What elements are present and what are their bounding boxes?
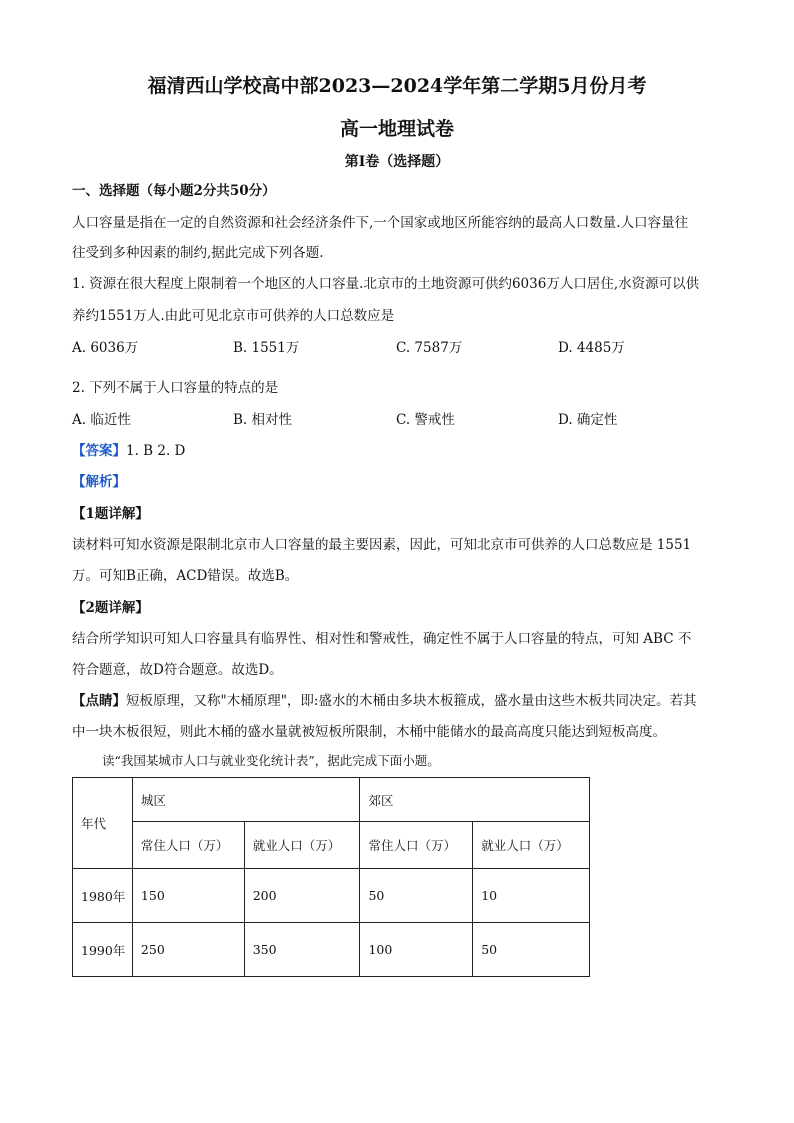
detail-1-line-2: 万。可知B正确，ACD错误。故选B。: [72, 568, 299, 584]
tip-text-1: 短板原理，又称"木桶原理"，即:盛水的木桶由多块木板箍成，盛水量由这些木板共同决定。若其: [126, 693, 697, 709]
section-title: 第Ⅰ卷（选择题）: [344, 154, 450, 170]
intro-line-1: 人口容量是指在一定的自然资源和社会经济条件下,一个国家或地区所能容纳的最高人口数量.人口容量往: [72, 215, 689, 231]
analysis-line: [72, 472, 732, 492]
tip-line-2: 中一块木板很短，则此木桶的盛水量就被短板所限制，木桶中能储水的最高高度只能达到短板高度。: [72, 724, 666, 740]
tip-label: 【点睛】: [72, 693, 126, 709]
header-suburb-resident: 常住人口（万）: [360, 822, 473, 869]
table-row: [73, 869, 590, 923]
cell-value: 100: [360, 923, 473, 977]
exam-title: 福清西山学校高中部2023—2024学年第二学期5月份月考: [147, 75, 647, 97]
part-heading: 一、选择题（每小题2分共50分）: [72, 183, 276, 199]
detail-1-label: 【1题详解】: [72, 506, 149, 522]
table-group-header-row: [73, 778, 590, 822]
tip-line-1: [72, 691, 732, 711]
header-urban: 城区: [132, 778, 360, 822]
question-1-line-1: 1. 资源在很大程度上限制着一个地区的人口容量.北京市的土地资源可供约6036万人口居住,水资源可以供: [72, 276, 700, 292]
cell-value: 250: [132, 923, 244, 977]
question-2-stem: 2. 下列不属于人口容量的特点的是: [72, 380, 279, 396]
detail-2-line-2: 符合题意，故D符合题意。故选D。: [72, 662, 283, 678]
q1-option-b: B. 1551万: [233, 340, 300, 356]
analysis-label: 【解析】: [72, 474, 126, 490]
header-urban-employed: 就业人口（万）: [244, 822, 360, 869]
q2-option-b: B. 相对性: [233, 412, 293, 428]
table-sub-header-row: [73, 822, 590, 869]
header-suburb-employed: 就业人口（万）: [473, 822, 590, 869]
row-year: 1980年: [73, 869, 133, 923]
population-employment-table: [72, 777, 590, 977]
q1-option-a: A. 6036万: [72, 340, 139, 356]
table-row: [73, 923, 590, 977]
q1-option-d: D. 4485万: [558, 340, 625, 356]
q2-option-a: A. 临近性: [72, 412, 131, 428]
header-year: 年代: [73, 778, 133, 869]
cell-value: 200: [244, 869, 360, 923]
cell-value: 350: [244, 923, 360, 977]
intro-line-2: 往受到多种因素的制约,据此完成下列各题.: [72, 245, 324, 261]
detail-2-label: 【2题详解】: [72, 600, 149, 616]
question-1-line-2: 养约1551万人.由此可见北京市可供养的人口总数应是: [72, 308, 395, 324]
answer-label: 【答案】: [72, 443, 126, 459]
cell-value: 10: [473, 869, 590, 923]
table-caption: 读“我国某城市人口与就业变化统计表”，据此完成下面小题。: [102, 753, 440, 768]
header-suburb: 郊区: [360, 778, 590, 822]
cell-value: 150: [132, 869, 244, 923]
answer-text: 1. B 2. D: [126, 443, 186, 459]
answer-line: [72, 441, 732, 461]
q2-option-d: D. 确定性: [558, 412, 618, 428]
detail-1-line-1: 读材料可知水资源是限制北京市人口容量的最主要因素，因此，可知北京市可供养的人口总数应是 1551: [72, 537, 692, 553]
cell-value: 50: [360, 869, 473, 923]
row-year: 1990年: [73, 923, 133, 977]
q1-option-c: C. 7587万: [396, 340, 463, 356]
detail-2-line-1: 结合所学知识可知人口容量具有临界性、相对性和警戒性，确定性不属于人口容量的特点，可知 ABC 不: [72, 631, 692, 647]
exam-subtitle: 高一地理试卷: [339, 118, 454, 140]
q2-option-c: C. 警戒性: [396, 412, 455, 428]
cell-value: 50: [473, 923, 590, 977]
header-urban-resident: 常住人口（万）: [132, 822, 244, 869]
